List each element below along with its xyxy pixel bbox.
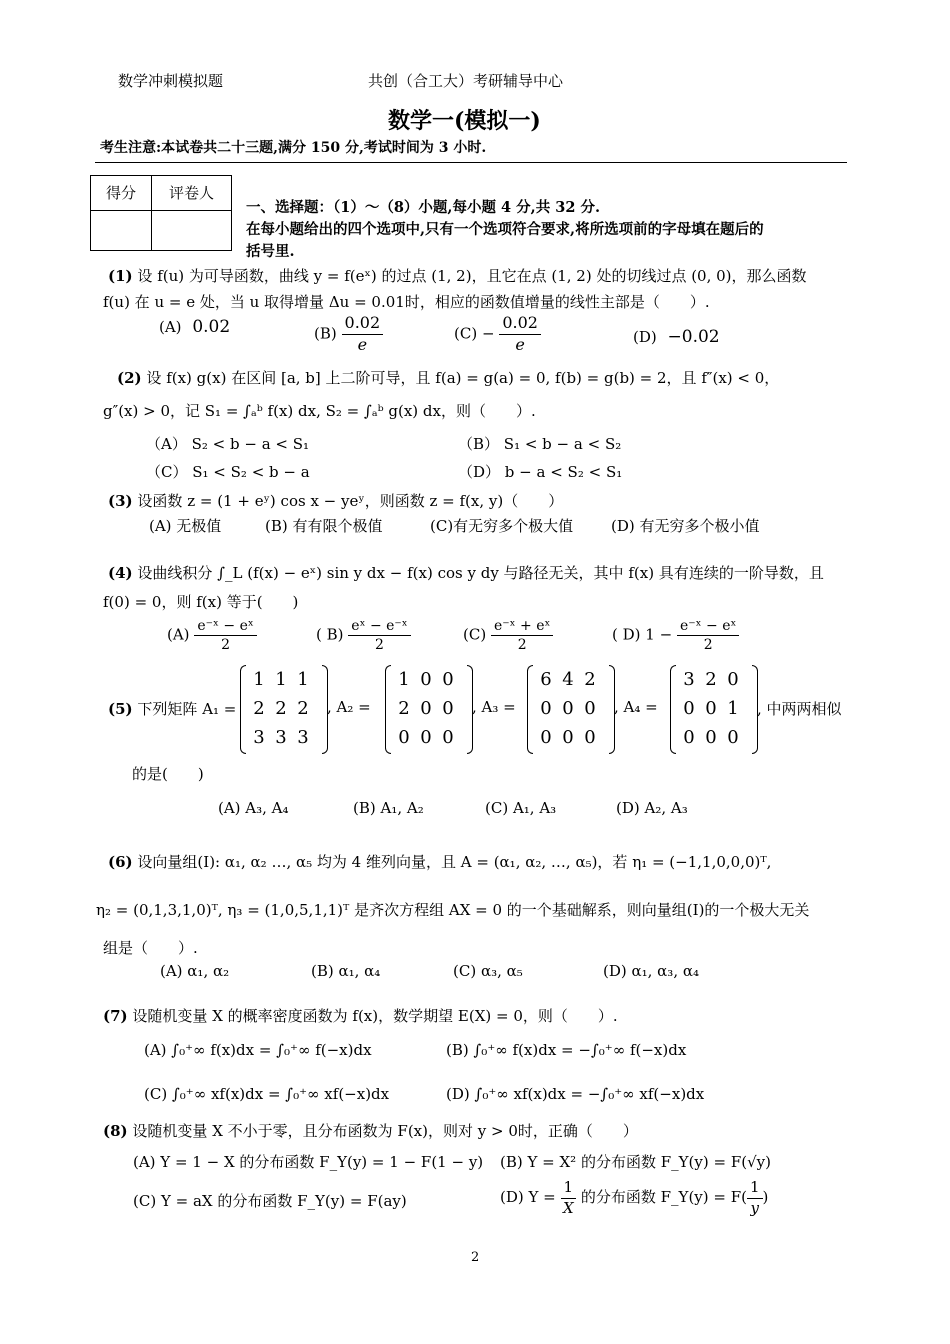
option-b: (B) α₁, α₄: [311, 962, 381, 980]
option-c: [463, 617, 553, 654]
fraction: [491, 617, 553, 654]
question-8: [103, 1120, 638, 1141]
question-number: (1): [108, 267, 133, 285]
numerator: 1: [561, 1178, 577, 1199]
page-number: 2: [471, 1250, 480, 1265]
matrix-cell: 3: [275, 727, 287, 748]
option-a: [159, 317, 230, 337]
matrix-cell: 0: [442, 727, 454, 748]
matrix-cell: 0: [727, 727, 739, 748]
option-label: (B): [314, 324, 337, 343]
left-bracket: [527, 665, 533, 754]
matrix-cell: 0: [683, 698, 695, 719]
question-number: (2): [117, 369, 142, 387]
option-a: （A） S₂ < b − a < S₁: [146, 435, 310, 453]
option-a: [167, 617, 257, 654]
matrix-cell: 0: [442, 698, 454, 719]
question-6-line-2: η₂ = (0,1,3,1,0)ᵀ, η₃ = (1,0,5,1,1)ᵀ 是齐次方程组 AX = 0 的一个基础解系，则向量组(I)的一个极大无关: [96, 901, 810, 919]
matrix-a2-grid: [393, 665, 459, 752]
denominator: 2: [375, 637, 384, 654]
option-c: (C) Y = aX 的分布函数 F_Y(y) = F(ay): [133, 1192, 407, 1210]
header-left: 数学冲刺模拟题: [118, 72, 224, 90]
question-4-line-2: f(0) = 0，则 f(x) 等于( ): [103, 593, 299, 611]
option-a: (A) 无极值: [149, 517, 222, 535]
option-d: （D） b − a < S₂ < S₁: [458, 463, 623, 481]
numerator: eˣ − e⁻ˣ: [348, 617, 410, 636]
matrix-a4-grid: [678, 665, 744, 752]
question-number: (6): [108, 853, 133, 871]
question-3: [108, 490, 563, 511]
matrix-cell: 2: [275, 698, 287, 719]
option-label: ( D): [612, 625, 641, 644]
question-5-tail: , 中两两相似: [757, 700, 842, 718]
option-d: (D) α₁, α₃, α₄: [603, 962, 699, 980]
question-text: 设 f(x) g(x) 在区间 [a, b] 上二阶可导，且 f(a) = g(a) = 0, f(b) = g(b) = 2，且 f″(x) < 0，: [146, 369, 780, 387]
question-2: [117, 367, 779, 388]
option-d: (D) ∫₀⁺∞ xf(x)dx = −∫₀⁺∞ xf(−x)dx: [446, 1085, 705, 1103]
section-instruction-1: 在每小题给出的四个选项中,只有一个选项符合要求,将所选项前的字母填在题后的: [246, 221, 764, 238]
option-label: (A): [159, 318, 182, 336]
score-box-row-divider: [91, 210, 231, 211]
fraction: [342, 313, 384, 356]
matrix-cell: 1: [275, 669, 287, 690]
matrix-cell: 0: [705, 698, 717, 719]
numerator: e⁻ˣ − eˣ: [677, 617, 739, 636]
left-bracket: [385, 665, 391, 754]
option-text: 的分布函数 F_Y(y) = F(: [580, 1188, 747, 1206]
question-number: (4): [108, 564, 133, 582]
header-divider: [95, 162, 847, 163]
page-title: 数学一(模拟一): [388, 108, 541, 134]
denominator: 2: [703, 637, 713, 654]
question-6: [108, 851, 771, 872]
matrix-cell: 0: [420, 669, 432, 690]
option-a: (A) α₁, α₂: [160, 962, 230, 980]
option-b: (B) ∫₀⁺∞ f(x)dx = −∫₀⁺∞ f(−x)dx: [446, 1041, 687, 1059]
option-b: (B) 有有限个极值: [265, 517, 383, 535]
option-b: [314, 313, 383, 356]
matrix-a3-grid: [535, 665, 601, 752]
matrix-cell: 0: [398, 727, 410, 748]
numerator: 0.02: [342, 313, 384, 335]
denominator: e: [357, 334, 368, 354]
matrix-cell: 2: [584, 669, 596, 690]
option-label: (C): [454, 324, 478, 343]
option-b: （B） S₁ < b − a < S₂: [458, 435, 622, 453]
option-a: (A) A₃, A₄: [218, 799, 289, 817]
score-label: 得分: [105, 184, 136, 202]
option-b: (B) Y = X² 的分布函数 F_Y(y) = F(√y): [500, 1153, 771, 1171]
question-number: (3): [108, 492, 133, 510]
exam-notice: 考生注意:本试卷共二十三题,满分 150 分,考试时间为 3 小时.: [100, 140, 487, 156]
matrix-cell: 0: [705, 727, 717, 748]
option-label: (D): [633, 328, 657, 346]
option-c: (C) A₁, A₃: [485, 799, 557, 817]
matrix-a1: [240, 665, 328, 752]
matrix-cell: 0: [562, 727, 574, 748]
question-7: [103, 1005, 618, 1026]
header-right: 共创（合工大）考研辅导中心: [368, 72, 564, 90]
question-number: (8): [103, 1122, 128, 1140]
question-text: 设 f(u) 为可导函数，曲线 y = f(eˣ) 的过点 (1, 2)，且它在点 (1, 2) 处的切线过点 (0, 0)，那么函数: [137, 267, 807, 285]
option-value: −0.02: [667, 327, 720, 347]
option-prefix: 1 −: [645, 625, 673, 644]
denominator: 2: [221, 637, 231, 654]
option-label: (A): [167, 625, 190, 644]
matrix-cell: 0: [562, 698, 574, 719]
question-1: [108, 265, 807, 286]
option-c: （C） S₁ < S₂ < b − a: [146, 463, 310, 481]
matrix-a4-label: , A₄ =: [614, 698, 658, 716]
option-value: 0.02: [192, 317, 231, 337]
fraction: [499, 313, 541, 356]
matrix-a2-label: , A₂ =: [327, 698, 371, 716]
option-b: (B) A₁, A₂: [353, 799, 424, 817]
option-label: ( B): [316, 625, 344, 644]
question-text: 设函数 z = (1 + eʸ) cos x − yeʸ，则函数 z = f(x, y)（ ）: [137, 492, 564, 510]
option-c: (C) ∫₀⁺∞ xf(x)dx = ∫₀⁺∞ xf(−x)dx: [144, 1085, 390, 1103]
option-d: [612, 617, 739, 654]
matrix-cell: 1: [727, 698, 739, 719]
matrix-cell: 2: [705, 669, 717, 690]
question-6-line-3: 组是（ ）.: [103, 939, 198, 957]
option-b: [316, 617, 411, 654]
option-d: [500, 1178, 768, 1218]
question-text: 设随机变量 X 不小于零，且分布函数为 F(x)，则对 y > 0时，正确（ ）: [132, 1122, 638, 1140]
numerator: e⁻ˣ − eˣ: [194, 617, 256, 636]
score-box: [90, 175, 232, 251]
question-2-line-2: g″(x) > 0，记 S₁ = ∫ₐᵇ f(x) dx, S₂ = ∫ₐᵇ g(x) dx，则（ ）.: [103, 402, 536, 420]
matrix-cell: 0: [584, 727, 596, 748]
closing-paren: ): [762, 1188, 769, 1206]
option-label: (C): [463, 625, 487, 644]
option-a: (A) ∫₀⁺∞ f(x)dx = ∫₀⁺∞ f(−x)dx: [144, 1041, 372, 1059]
numerator: 0.02: [499, 313, 541, 335]
fraction: [348, 617, 410, 654]
denominator: X: [562, 1198, 574, 1217]
fraction: [677, 617, 739, 654]
denominator: 2: [517, 637, 527, 654]
matrix-a1-grid: [248, 665, 314, 752]
section-instruction-2: 括号里.: [246, 243, 295, 260]
denominator: e: [515, 334, 525, 354]
matrix-cell: 2: [297, 698, 309, 719]
matrix-cell: 1: [398, 669, 410, 690]
minus-sign: −: [481, 324, 495, 343]
option-c: (C)有无穷多个极大值: [430, 517, 574, 535]
option-d: (D) A₂, A₃: [616, 799, 688, 817]
question-number: (7): [103, 1007, 128, 1025]
matrix-cell: 0: [420, 727, 432, 748]
matrix-cell: 0: [540, 727, 552, 748]
denominator: y: [750, 1198, 759, 1217]
fraction: [561, 1178, 577, 1218]
left-bracket: [240, 665, 246, 754]
matrix-cell: 3: [297, 727, 309, 748]
matrix-cell: 3: [253, 727, 265, 748]
question-text: 设曲线积分 ∫_L (f(x) − eˣ) sin y dx − f(x) cos y dy 与路径无关，其中 f(x) 具有连续的一阶导数，且: [137, 564, 824, 582]
question-text: 下列矩阵 A₁ =: [137, 700, 237, 718]
question-number: (5): [108, 700, 133, 718]
matrix-cell: 2: [398, 698, 410, 719]
numerator: 1: [747, 1178, 763, 1199]
matrix-a4: [670, 665, 758, 752]
question-1-line-2: f(u) 在 u = e 处，当 u 取得增量 Δu = 0.01时，相应的函数值增量的线性主部是（ ）.: [103, 293, 710, 311]
matrix-cell: 0: [420, 698, 432, 719]
matrix-cell: 0: [727, 669, 739, 690]
section-heading: 一、选择题：（1）～（8）小题,每小题 4 分,共 32 分.: [246, 199, 601, 216]
matrix-cell: 1: [253, 669, 265, 690]
matrix-cell: 1: [297, 669, 309, 690]
option-d: (D) 有无穷多个极小值: [611, 517, 760, 535]
option-c: [454, 313, 541, 356]
option-label: (D) Y =: [500, 1188, 556, 1206]
fraction: [194, 617, 256, 654]
question-text: 设向量组(I): α₁, α₂ …, α₅ 均为 4 维列向量，且 A = (α₁, α₂, …, α₅)，若 η₁ = (−1,1,0,0,0)ᵀ,: [137, 853, 772, 871]
option-a: (A) Y = 1 − X 的分布函数 F_Y(y) = 1 − F(1 − y): [133, 1153, 484, 1171]
left-bracket: [670, 665, 676, 754]
fraction: [747, 1178, 763, 1218]
question-4: [108, 562, 824, 583]
question-5-line-2: 的是( ): [132, 765, 204, 783]
matrix-cell: 3: [683, 669, 695, 690]
numerator: e⁻ˣ + eˣ: [491, 617, 553, 636]
matrix-cell: 0: [442, 669, 454, 690]
option-d: [633, 327, 720, 347]
matrix-cell: 0: [540, 698, 552, 719]
matrix-a3-label: , A₃ =: [472, 698, 516, 716]
question-5: [108, 698, 236, 719]
matrix-cell: 6: [540, 669, 552, 690]
matrix-cell: 0: [584, 698, 596, 719]
matrix-cell: 0: [683, 727, 695, 748]
question-text: 设随机变量 X 的概率密度函数为 f(x)，数学期望 E(X) = 0，则（ ）.: [132, 1007, 618, 1025]
grader-label: 评卷人: [168, 184, 214, 202]
matrix-cell: 4: [562, 669, 574, 690]
matrix-cell: 2: [253, 698, 265, 719]
matrix-a3: [527, 665, 615, 752]
option-c: (C) α₃, α₅: [453, 962, 523, 980]
matrix-a2: [385, 665, 473, 752]
